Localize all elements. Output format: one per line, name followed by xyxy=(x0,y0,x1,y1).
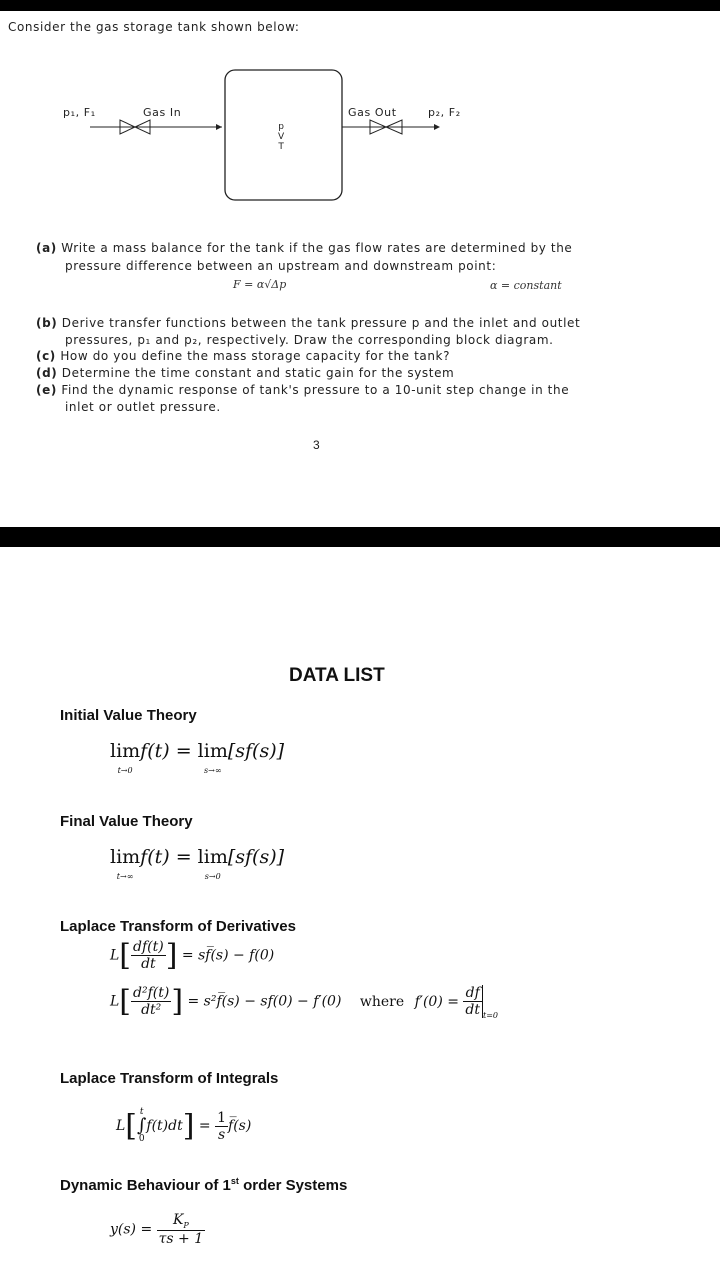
outlet-arrow xyxy=(434,124,440,130)
deriv1-rhs: = sf̅(s) − f(0) xyxy=(181,947,275,964)
laplace-derivatives-heading: Laplace Transform of Derivatives xyxy=(60,918,296,935)
initial-value-heading: Initial Value Theory xyxy=(60,707,197,724)
fo-num xyxy=(157,1212,205,1231)
fo-fraction xyxy=(157,1212,205,1247)
fvt-right-sub: s→0 xyxy=(204,872,221,881)
deriv1-fraction xyxy=(131,939,166,972)
fo-den: τs + 1 xyxy=(158,1230,204,1247)
question-a xyxy=(36,241,572,255)
question-e-line1: Find the dynamic response of tank's pressure to a 10-unit step change in the xyxy=(61,383,570,397)
question-c-text: How do you define the mass storage capacity for the tank? xyxy=(60,349,451,363)
integral-formula: L[ t ∫ 0f(t)dt] = $\frac{1}{s}$ f̅(s) xyxy=(116,1107,252,1144)
page-divider xyxy=(0,527,720,547)
question-c xyxy=(36,349,450,363)
ivt-lim-right: lim xyxy=(197,740,228,762)
top-bar xyxy=(0,0,720,11)
derivative-formula-1 xyxy=(110,938,274,973)
final-value-heading: Final Value Theory xyxy=(60,813,193,830)
question-a-line2: pressure difference between an upstream and downstream point: xyxy=(65,259,497,273)
deriv1-den: dt xyxy=(141,956,156,972)
ivt-left: f(t) xyxy=(140,740,170,762)
ivt-right: [sf(s)] xyxy=(227,740,285,762)
question-a-label: (a) xyxy=(36,241,57,255)
gas-in-label: Gas In xyxy=(143,106,182,119)
data-list-title: DATA LIST xyxy=(289,665,385,686)
int-one: 1 xyxy=(217,1109,227,1126)
first-order-heading-pre: Dynamic Behaviour of 1 xyxy=(60,1177,231,1194)
derivative-formula-2 xyxy=(110,984,498,1019)
deriv2-rhs: = s²f̅(s) − sf(0) − f′(0) xyxy=(187,993,342,1010)
int-rhs: f̅(s) xyxy=(228,1118,252,1134)
first-order-sup: st xyxy=(230,1176,239,1186)
int-body: f(t)dt xyxy=(146,1118,183,1134)
ivt-left-sub: t→0 xyxy=(117,766,133,775)
int-close-bracket: ] xyxy=(182,1108,195,1144)
fvt-lim-left: lim xyxy=(110,846,141,868)
int-s: s xyxy=(217,1126,226,1143)
gas-out-label: Gas Out xyxy=(348,106,397,119)
deriv2-fprime: f′(0) = xyxy=(414,993,459,1010)
tank-var-t: T xyxy=(278,142,285,152)
question-d xyxy=(36,366,454,380)
gas-tank-diagram xyxy=(0,60,720,210)
laplace-integrals-heading: Laplace Transform of Integrals xyxy=(60,1070,279,1087)
fvt-lim-right: lim xyxy=(197,846,228,868)
int-upper: t xyxy=(139,1107,144,1117)
ivt-right-sub: s→∞ xyxy=(204,766,222,775)
tank-var-p: p xyxy=(278,122,285,132)
deriv2-df: df xyxy=(463,985,482,1002)
deriv1-num: df(t) xyxy=(133,939,164,955)
question-b-line2: pressures, p₁ and p₂, respectively. Draw the corresponding block diagram. xyxy=(65,333,554,347)
deriv2-where: where xyxy=(359,993,405,1010)
flow-formula: F = α√Δp xyxy=(233,278,287,291)
deriv2-close-bracket: ] xyxy=(171,984,184,1019)
deriv2-L: L xyxy=(110,993,120,1010)
fvt-right: [sf(s)] xyxy=(227,846,285,868)
question-b xyxy=(36,316,580,330)
question-e-label: (e) xyxy=(36,383,57,397)
deriv2-eval-point: t=0 xyxy=(483,1010,499,1020)
tank-variables-stack xyxy=(278,122,285,152)
first-order-heading xyxy=(60,1176,347,1194)
intro-text: Consider the gas storage tank shown below: xyxy=(8,20,300,34)
deriv2-dt: dt xyxy=(465,1002,481,1018)
int-open-bracket: [ xyxy=(125,1108,138,1144)
deriv2-open-bracket: [ xyxy=(119,984,132,1019)
question-d-label: (d) xyxy=(36,366,58,380)
integral-sign-icon: ∫ xyxy=(137,1115,147,1136)
constant-formula: α = constant xyxy=(490,279,562,292)
int-L: L xyxy=(116,1118,126,1134)
int-fraction xyxy=(215,1110,228,1143)
deriv2-num: d²f(t) xyxy=(133,985,170,1001)
fvt-left-sub: t→∞ xyxy=(116,872,134,881)
fo-lhs: y(s) = xyxy=(110,1221,153,1238)
question-e-line2: inlet or outlet pressure. xyxy=(65,400,221,414)
question-d-text: Determine the time constant and static gain for the system xyxy=(61,366,455,380)
deriv2-fraction xyxy=(131,985,171,1018)
int-lower: 0 xyxy=(138,1134,145,1144)
first-order-formula xyxy=(110,1212,205,1247)
fo-num-k: K xyxy=(172,1212,184,1228)
int-limits xyxy=(137,1108,146,1144)
question-e xyxy=(36,383,569,397)
deriv1-close-bracket: ] xyxy=(165,938,178,973)
question-b-label: (b) xyxy=(36,316,58,330)
page-number: 3 xyxy=(313,438,320,452)
tank-var-v: V xyxy=(278,132,285,142)
initial-value-formula: lim $^{t\to 0}$f(t) = lim $^{s\to\infty}$[sf(s)] xyxy=(110,740,285,775)
deriv2-eval-fraction xyxy=(463,985,483,1018)
deriv2-den: dt² xyxy=(141,1002,162,1018)
question-a-line1: Write a mass balance for the tank if the gas flow rates are determined by the xyxy=(61,241,573,255)
inlet-label: p₁, F₁ xyxy=(63,106,96,119)
inlet-arrow xyxy=(216,124,222,130)
question-b-line1: Derive transfer functions between the tank pressure p and the inlet and outlet xyxy=(61,316,581,330)
question-c-label: (c) xyxy=(36,349,56,363)
fvt-left: f(t) xyxy=(140,846,170,868)
first-order-heading-post: order Systems xyxy=(238,1177,348,1194)
fo-num-sub: P xyxy=(183,1220,189,1230)
deriv1-open-bracket: [ xyxy=(119,938,132,973)
deriv1-L: L xyxy=(110,947,120,964)
outlet-label: p₂, F₂ xyxy=(428,106,461,119)
final-value-formula: lim $^{t\to\infty}$f(t) = lim $^{s\to 0}$[sf(s)] xyxy=(110,846,285,881)
ivt-lim-left: lim xyxy=(110,740,141,762)
